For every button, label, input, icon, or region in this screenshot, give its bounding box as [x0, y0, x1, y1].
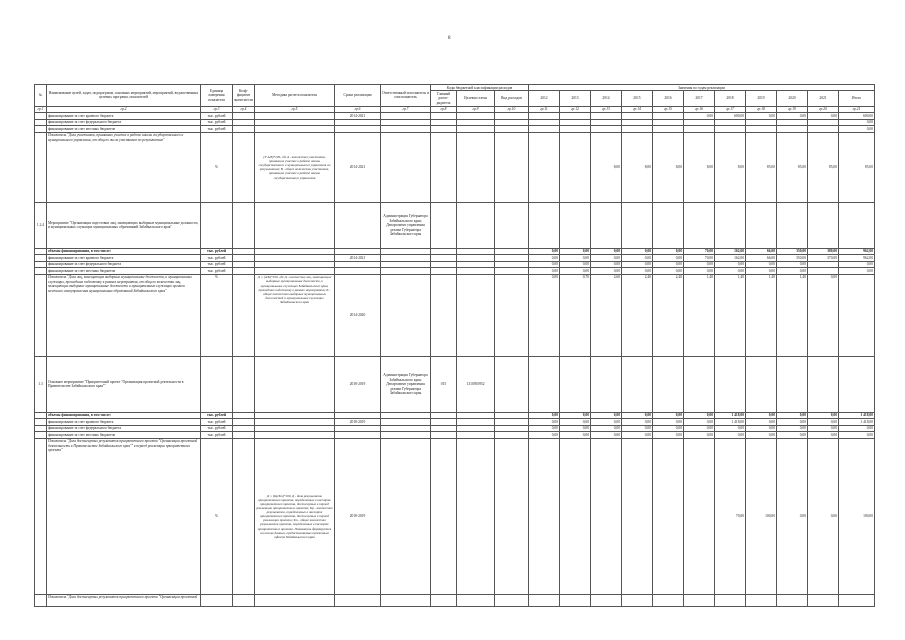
row-unit: тыс. рублей: [201, 425, 233, 431]
indicator-name: Показатель "Доля лиц, замещающих выборные муниципальные должности, и муниципальных служащих, прошедших подготовку в рамках мероприятия, от общего количества лиц, замещающих выборные муниципальные должности и муниципальных служащих органов местного самоуправления муниципальных образований Забайкальского края": [47, 274, 201, 356]
gr-label: гр.20: [808, 106, 839, 112]
measure-row: [35, 202, 875, 248]
row-name: финансирование за счет краевого бюджета: [47, 255, 201, 261]
measure-executor: Администрация Губернатора Забайкальского края; Департамент управления делами Губернатора Забайкальского края: [381, 356, 431, 412]
row-unit: %: [201, 274, 233, 356]
row-name: финансирование за счет федерального бюджета: [47, 425, 201, 431]
value-cell: [622, 438, 653, 594]
row-term: 2018-2019: [335, 356, 381, 412]
hdr-year: 2021: [808, 91, 839, 106]
value-cell: 8,00: [653, 132, 684, 202]
row-unit: тыс. рублей: [201, 119, 233, 125]
row-term: 2014-2021: [335, 132, 381, 202]
value-cell: 2,60: [591, 274, 622, 356]
value-cell: 0,00: [808, 425, 839, 431]
value-cell: 0,00: [777, 268, 808, 274]
value-cell: 0,00: [746, 113, 777, 119]
measure-executor: Администрация Губернатора Забайкальского края; Департамент управления делами Губернатора Забайкальского края: [381, 202, 431, 248]
value-cell: 0,00: [560, 268, 591, 274]
value-cell: 0,00: [777, 438, 808, 594]
value-cell: 85,00: [777, 132, 808, 202]
value-cell: 0,00: [746, 425, 777, 431]
value-cell: 0,00: [777, 419, 808, 425]
hdr-year: 2015: [622, 91, 653, 106]
value-cell: 0,00: [808, 274, 839, 356]
row-name: финансирование за счет местных бюджетов: [47, 126, 201, 132]
value-cell: 0,00: [777, 113, 808, 119]
value-cell: [560, 132, 591, 202]
hdr-method: Методика расчета показателя: [255, 85, 335, 107]
value-cell: 8,00: [715, 132, 746, 202]
measure-num: 1.2.4: [35, 202, 47, 248]
indicator-row: [35, 594, 875, 606]
value-cell: 70,00: [684, 255, 715, 261]
gr-label: гр.6: [335, 106, 381, 112]
hdr-coef: Коэф-фициент значи-мости: [233, 85, 255, 107]
hdr-year: 2013: [560, 91, 591, 106]
value-cell: 0,00: [777, 261, 808, 267]
row-term: 2014-2020: [335, 274, 381, 356]
row-unit: %: [201, 132, 233, 202]
value-cell: 2,40: [653, 274, 684, 356]
value-cell: 0,00: [653, 419, 684, 425]
value-cell: 0,00: [684, 425, 715, 431]
value-cell: 0,00: [653, 248, 684, 254]
value-cell: [529, 438, 560, 594]
gr-label: гр.21: [839, 106, 875, 112]
value-cell: 0,00: [746, 412, 777, 418]
gr-label: гр.14: [622, 106, 653, 112]
value-cell: 0,00: [622, 412, 653, 418]
value-cell: 600,00: [839, 113, 875, 119]
value-cell: 8,00: [684, 132, 715, 202]
row-name: объемы финансирования, в том числе:: [47, 412, 201, 418]
gr-label: гр.16: [684, 106, 715, 112]
hdr-year: 2014: [591, 91, 622, 106]
row-name: финансирование за счет краевого бюджета: [47, 419, 201, 425]
row-unit: тыс. рублей: [201, 432, 233, 438]
row-unit: тыс. рублей: [201, 261, 233, 267]
hdr-kbk-gr: Главный распо-рядитель: [431, 91, 457, 106]
row-term: 2018-2019: [335, 438, 381, 594]
value-cell: 0,00: [777, 412, 808, 418]
value-cell: 0,00: [622, 419, 653, 425]
value-cell: 370,00: [808, 255, 839, 261]
value-cell: 1,40: [684, 274, 715, 356]
row-name: финансирование за счет местных бюджетов: [47, 268, 201, 274]
value-cell: 0,00: [560, 425, 591, 431]
value-cell: 0,00: [839, 126, 875, 132]
hdr-year: 2017: [684, 91, 715, 106]
value-cell: 0,00: [622, 432, 653, 438]
row-name: финансирование за счет краевого бюджета: [47, 113, 201, 119]
value-cell: 962,00: [839, 255, 875, 261]
row-unit: тыс. рублей: [201, 248, 233, 254]
value-cell: 0,00: [808, 113, 839, 119]
value-cell: 0,00: [529, 261, 560, 267]
hdr-kbk-cs: Целевая статья: [457, 91, 495, 106]
value-cell: 85,00: [808, 132, 839, 202]
row-unit: тыс. рублей: [201, 113, 233, 119]
value-cell: 0,00: [746, 261, 777, 267]
value-cell: 85,00: [839, 132, 875, 202]
value-cell: 0,00: [808, 432, 839, 438]
value-cell: 1,40: [746, 274, 777, 356]
value-cell: 0,00: [684, 432, 715, 438]
indicator-row: [35, 438, 875, 594]
value-cell: 0,00: [746, 432, 777, 438]
value-cell: 0,00: [684, 419, 715, 425]
value-cell: 0,00: [684, 268, 715, 274]
value-cell: 0,00: [622, 261, 653, 267]
value-cell: 0,00: [622, 268, 653, 274]
value-cell: 350,00: [777, 255, 808, 261]
value-cell: 0,70: [560, 274, 591, 356]
value-cell: 100,00: [839, 438, 875, 594]
calc-method: Д = (Кр/Кп)*100, Д - доля результатов приоритетного проекта, определенных в паспорте приоритетного проекта, достигнутых в период реализации приоритетного проекта; Кр - количество результатов, определенных в паспорте приоритетного проекта, достигнутых в период реализации проекта; Кп - общее количество результатов проекта, определенных в паспорте приоритетного проекта. Показатель формируется на основе данных, предоставляемых проектным офисом Забайкальского края: [255, 438, 335, 594]
indicator-row: [35, 132, 875, 202]
value-cell: 85,00: [746, 132, 777, 202]
program-table: [34, 84, 875, 607]
row-term: 2014-2021: [335, 255, 381, 261]
value-cell: 162,00: [715, 248, 746, 254]
kbk-cs: 1310593952: [457, 356, 495, 412]
value-cell: 380,00: [808, 248, 839, 254]
hdr-name: Наименование целей, задач, подпрограмм, основных мероприятий, мероприятий, ведомственных целевых программ, показателей: [47, 85, 201, 107]
value-cell: 0,00: [560, 419, 591, 425]
value-cell: 0,00: [653, 432, 684, 438]
gr-label: гр.19: [777, 106, 808, 112]
gr-label: гр.18: [746, 106, 777, 112]
value-cell: 0,00: [653, 268, 684, 274]
gr-label: гр.5: [255, 106, 335, 112]
gr-label: гр.8: [431, 106, 457, 112]
row-unit: тыс. рублей: [201, 255, 233, 261]
hdr-exec: Ответственный исполнитель и соисполнитель: [381, 85, 431, 107]
value-cell: 0,00: [529, 425, 560, 431]
value-cell: 0,00: [529, 248, 560, 254]
value-cell: 0,00: [653, 412, 684, 418]
gr-label: гр.17: [715, 106, 746, 112]
calc-method: Д = (А/К)*100, где Д - количество лиц, замещающих выборные муниципальные должности, и муниципальных служащих Забайкальского края, прошедших подготовку в рамках мероприятия; К - общее количество выборных муниципальных должностей и муниципальных служащих Забайкальского края: [255, 274, 335, 356]
value-cell: 0,00: [808, 419, 839, 425]
value-cell: 0,00: [591, 248, 622, 254]
value-cell: 70,00: [684, 248, 715, 254]
value-cell: 66,00: [746, 248, 777, 254]
row-name: финансирование за счет федерального бюджета: [47, 261, 201, 267]
value-cell: 0,00: [777, 425, 808, 431]
value-cell: 0,00: [591, 255, 622, 261]
hdr-year: 2019: [746, 91, 777, 106]
row-name: финансирование за счет федерального бюджета: [47, 119, 201, 125]
value-cell: 0,00: [653, 261, 684, 267]
gr-label: гр.11: [529, 106, 560, 112]
gr-label: гр.13: [591, 106, 622, 112]
indicator-name: Показатель "Доля достигнутых результатов приоритетного проекта "Организация проектной: [47, 594, 201, 606]
value-cell: 0,00: [715, 268, 746, 274]
gr-label: гр.7: [381, 106, 431, 112]
value-cell: 1 418,00: [715, 412, 746, 418]
value-cell: 1 418,00: [839, 412, 875, 418]
value-cell: 0,00: [560, 412, 591, 418]
value-cell: 66,00: [746, 255, 777, 261]
value-cell: 0,00: [529, 432, 560, 438]
value-cell: 0,00: [777, 432, 808, 438]
value-cell: 0,00: [529, 255, 560, 261]
value-cell: 0,00: [622, 255, 653, 261]
value-cell: 0,00: [560, 248, 591, 254]
value-cell: 0,00: [808, 412, 839, 418]
value-cell: 0,00: [839, 432, 875, 438]
value-cell: 0,00: [529, 268, 560, 274]
measure-name: Мероприятие "Организация подготовки лиц, замещающих выборные муниципальные должности, и муниципальных служащих муниципальных образований Забайкальского края": [47, 202, 201, 248]
value-cell: 0,00: [684, 113, 715, 119]
row-name: финансирование за счет местных бюджетов: [47, 432, 201, 438]
kbk-gr: 015: [431, 356, 457, 412]
gr-label: гр.3: [201, 106, 233, 112]
value-cell: 0,00: [529, 419, 560, 425]
value-cell: [653, 438, 684, 594]
gr-label: гр.2: [47, 106, 201, 112]
value-cell: 0,00: [715, 261, 746, 267]
indicator-row: [35, 274, 875, 356]
value-cell: [591, 438, 622, 594]
row-name: объемы финансирования, в том числе:: [47, 248, 201, 254]
gr-label: гр.1: [35, 106, 47, 112]
measure-name: Основное мероприятие "Приоритетный проект "Организация проектной деятельности в Правительстве Забайкальского края"": [47, 356, 201, 412]
hdr-num: №: [35, 85, 47, 107]
value-cell: 8,00: [591, 132, 622, 202]
row-unit: тыс. рублей: [201, 412, 233, 418]
value-cell: 0,00: [591, 268, 622, 274]
value-cell: 0,00: [622, 248, 653, 254]
hdr-total: Итого: [839, 91, 875, 106]
gr-label: гр.12: [560, 106, 591, 112]
value-cell: 0,00: [653, 255, 684, 261]
value-cell: [560, 438, 591, 594]
page-number: 8: [448, 36, 451, 41]
row-term: 2018-2019: [335, 419, 381, 425]
value-cell: [529, 132, 560, 202]
gr-label: гр.10: [495, 106, 529, 112]
value-cell: 2,40: [622, 274, 653, 356]
value-cell: 0,00: [622, 425, 653, 431]
value-cell: 0,00: [839, 268, 875, 274]
value-cell: 1 418,00: [715, 419, 746, 425]
value-cell: 0,00: [653, 425, 684, 431]
value-cell: 1 418,00: [839, 419, 875, 425]
value-cell: 0,00: [684, 412, 715, 418]
value-cell: 0,00: [808, 438, 839, 594]
row-unit: тыс. рублей: [201, 419, 233, 425]
value-cell: 0,00: [591, 425, 622, 431]
hdr-year: 2020: [777, 91, 808, 106]
value-cell: [684, 438, 715, 594]
value-cell: 0,00: [746, 419, 777, 425]
row-term: 2014-2021: [335, 113, 381, 119]
hdr-year: 2016: [653, 91, 684, 106]
value-cell: 0,00: [560, 432, 591, 438]
gr-label: гр.9: [457, 106, 495, 112]
value-cell: 162,00: [715, 255, 746, 261]
value-cell: 0,00: [591, 432, 622, 438]
value-cell: 0,00: [839, 425, 875, 431]
value-cell: 0,00: [715, 432, 746, 438]
hdr-year: 2012: [529, 91, 560, 106]
value-cell: 0,00: [560, 255, 591, 261]
row-unit: %: [201, 438, 233, 594]
hdr-kbk-vr: Вид расходов: [495, 91, 529, 106]
hdr-term: Сроки реализации: [335, 85, 381, 107]
calc-method: (У А/В)*100, где А - количество участников, принявших участие в работе школы государственного и муниципального управления по результатам; В - общее количество участников, принявших участие в работе школы государственного управления: [255, 132, 335, 202]
gr-label: гр.4: [233, 106, 255, 112]
value-cell: 1,40: [777, 274, 808, 356]
value-cell: [839, 274, 875, 356]
value-cell: 70,00: [715, 438, 746, 594]
value-cell: 0,00: [591, 419, 622, 425]
indicator-name: Показатель "Доля участников, принявших участие в работе школы государственного и муниципального управления, от общего числа участников по результатам": [47, 132, 201, 202]
measure-row: [35, 356, 875, 412]
value-cell: 350,00: [777, 248, 808, 254]
value-cell: 8,00: [622, 132, 653, 202]
hdr-unit: Единица измерения показателя: [201, 85, 233, 107]
value-cell: 0,00: [591, 412, 622, 418]
value-cell: 0,00: [529, 274, 560, 356]
value-cell: 600,00: [715, 113, 746, 119]
value-cell: 1,40: [715, 274, 746, 356]
value-cell: 0,00: [591, 261, 622, 267]
indicator-name: Показатель "Доля достигнутых результатов приоритетного проекта "Организация проектной деятельности в Правительстве Забайкальского края"" в период реализации приоритетного проекта": [47, 438, 201, 594]
value-cell: 0,00: [839, 261, 875, 267]
value-cell: 0,00: [560, 261, 591, 267]
value-cell: 0,00: [715, 425, 746, 431]
value-cell: 0,00: [684, 261, 715, 267]
value-cell: 0,00: [529, 412, 560, 418]
value-cell: 100,00: [746, 438, 777, 594]
gr-label: гр.15: [653, 106, 684, 112]
value-cell: 0,00: [839, 119, 875, 125]
row-unit: тыс. рублей: [201, 126, 233, 132]
value-cell: 962,00: [839, 248, 875, 254]
measure-num: 1.3: [35, 356, 47, 412]
hdr-values: Значения по годам реализации: [529, 85, 875, 91]
hdr-year: 2018: [715, 91, 746, 106]
hdr-kbk: Коды бюджетной классификации расходов: [431, 85, 529, 91]
value-cell: 0,00: [746, 268, 777, 274]
row-unit: тыс. рублей: [201, 268, 233, 274]
